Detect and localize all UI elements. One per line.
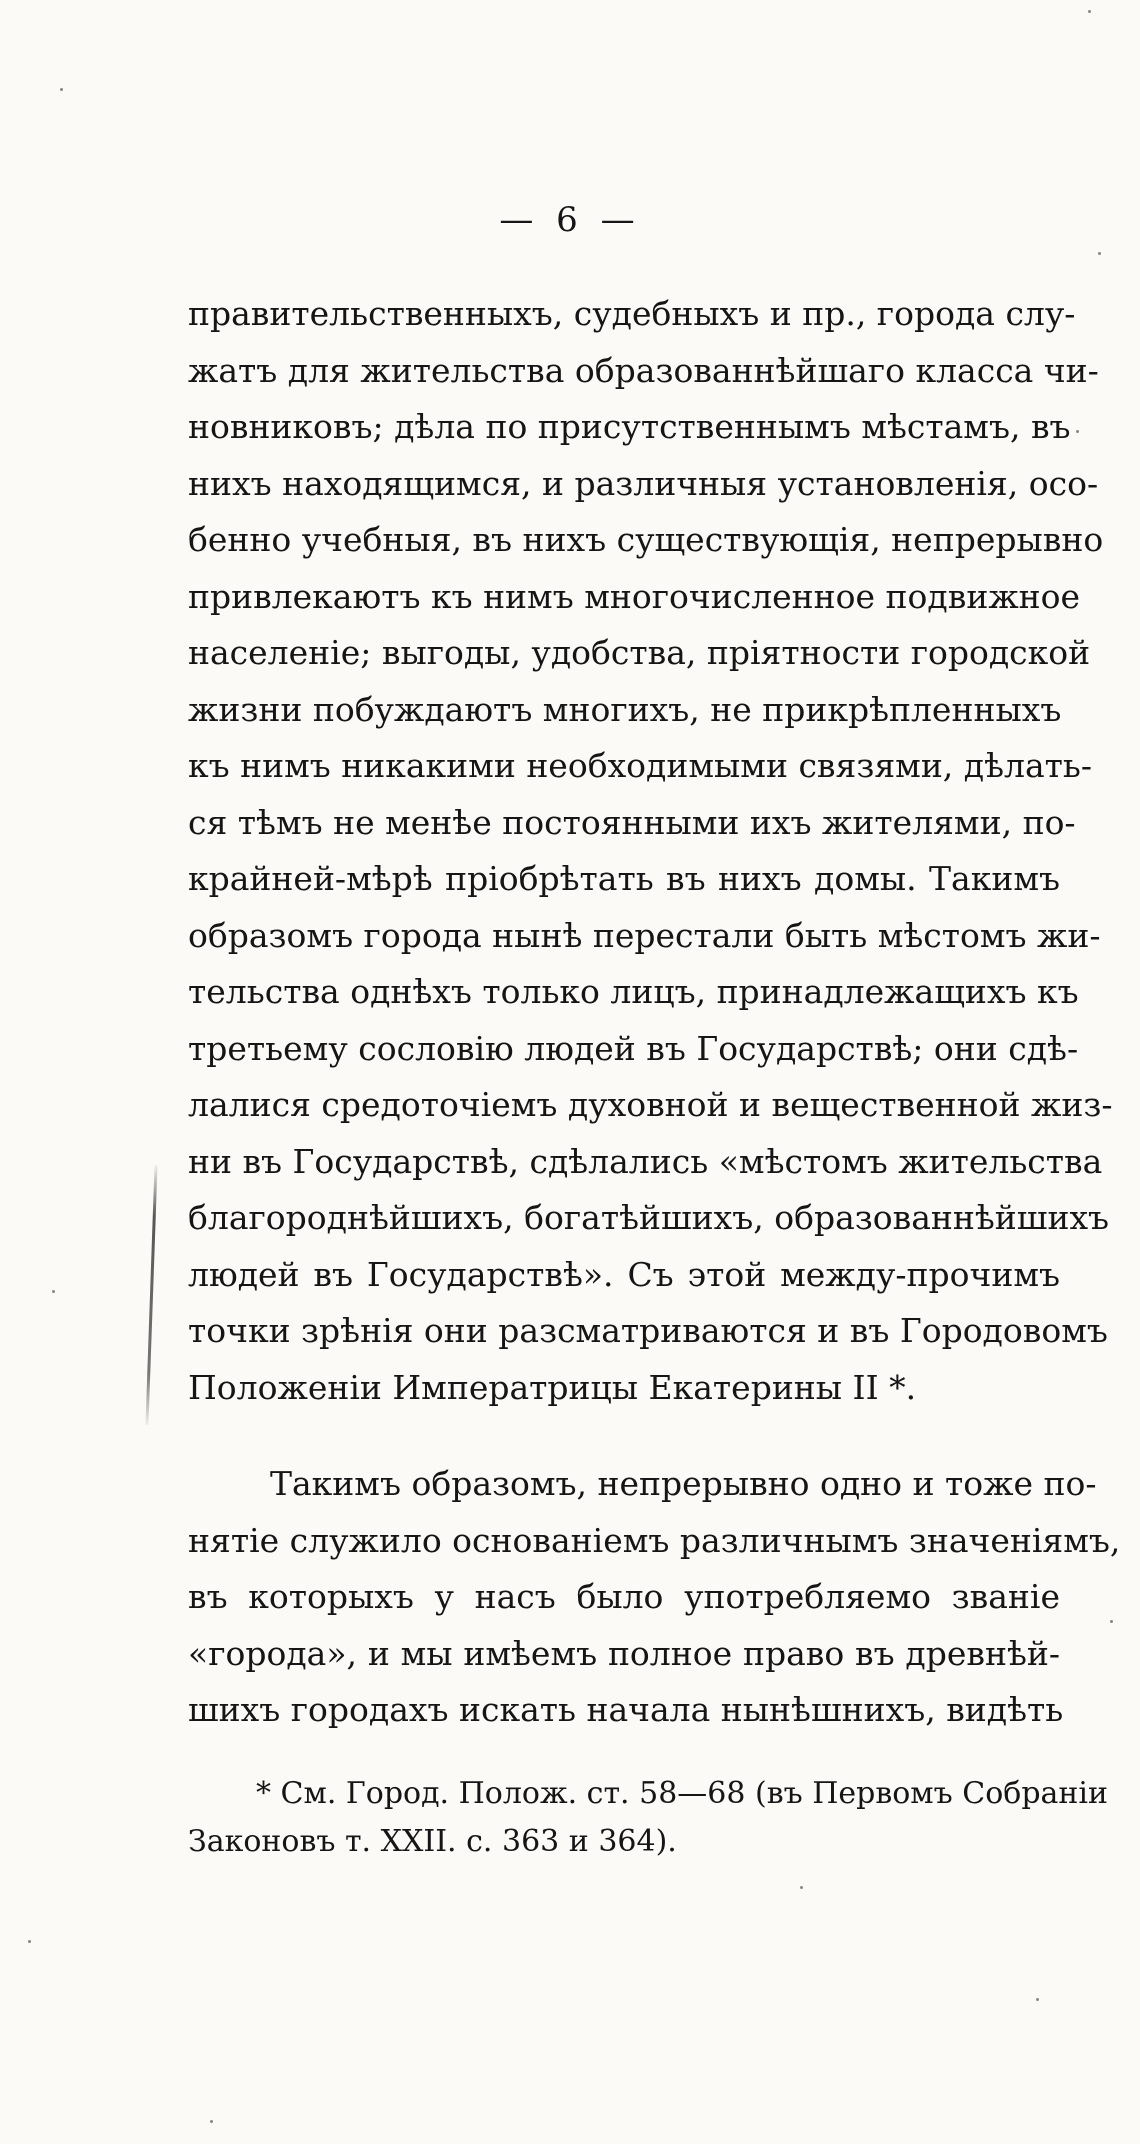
paper-speck bbox=[1110, 1620, 1113, 1623]
text-line: благороднѣйшихъ, богатѣйшихъ, образованнѣйшихъ bbox=[188, 1198, 1110, 1237]
text-line: тельства однѣхъ только лицъ, принадлежащихъ къ bbox=[188, 972, 1079, 1011]
text-line: лалися средоточіемъ духовной и вещественной жиз- bbox=[188, 1085, 1113, 1124]
paper-speck bbox=[52, 1290, 55, 1293]
text-line: третьему сословію людей въ Государствѣ; они сдѣ- bbox=[188, 1028, 1079, 1068]
text-line: населеніе; выгоды, удобства, пріятности городской bbox=[188, 633, 1091, 672]
text-line: нятіе служило основаніемъ различнымъ значеніямъ, bbox=[188, 1520, 1121, 1560]
paper-speck bbox=[1088, 10, 1091, 13]
text-line: Положеніи Императрицы Екатерины II *. bbox=[188, 1367, 917, 1407]
text-line: привлекаютъ къ нимъ многочисленное подвижное bbox=[188, 576, 1081, 616]
text-line: «города», и мы имѣемъ полное право въ древнѣй- bbox=[188, 1633, 1060, 1673]
text-line: ся тѣмъ не менѣе постоянными ихъ жителями, по- bbox=[188, 802, 1076, 842]
text-line: людей въ Государствѣ». Съ этой между-прочимъ bbox=[188, 1254, 1060, 1294]
text-line: жатъ для жительства образованнѣйшаго класса чи- bbox=[188, 350, 1099, 390]
paper-speck bbox=[210, 2120, 213, 2123]
text-line: бенно учебныя, въ нихъ существующія, непрерывно bbox=[188, 520, 1104, 559]
text-line: образомъ города нынѣ перестали быть мѣстомъ жи- bbox=[188, 915, 1101, 955]
margin-pencil-mark bbox=[145, 1165, 157, 1425]
text-line: ни въ Государствѣ, сдѣлались «мѣстомъ жительства bbox=[188, 1141, 1103, 1181]
text-line: крайней-мѣрѣ пріобрѣтать въ нихъ домы. Такимъ bbox=[188, 859, 1060, 898]
paper-speck bbox=[1076, 430, 1079, 433]
text-line: нихъ находящимся, и различныя установленія, осо- bbox=[188, 463, 1099, 503]
text-line: точки зрѣнія они разсматриваются и въ Городовомъ bbox=[188, 1311, 1108, 1350]
footnote bbox=[188, 1770, 1108, 1866]
text-line: Такимъ образомъ, непрерывно одно и тоже по- bbox=[270, 1464, 1097, 1503]
text-line: новниковъ; дѣла по присутственнымъ мѣстамъ, въ bbox=[188, 407, 1071, 446]
text-line: въ которыхъ у насъ было употребляемо званіе bbox=[188, 1577, 1060, 1616]
paper-speck bbox=[1036, 1998, 1039, 2001]
paper-speck bbox=[60, 88, 63, 91]
text-line: шихъ городахъ искать начала нынѣшнихъ, видѣть bbox=[188, 1690, 1064, 1729]
text-line: жизни побуждаютъ многихъ, не прикрѣпленныхъ bbox=[188, 689, 1062, 729]
paper-speck bbox=[28, 1940, 31, 1943]
paragraph-2 bbox=[188, 1456, 1121, 1739]
paper-speck bbox=[1098, 252, 1101, 255]
footnote-line: * См. Город. Полож. ст. 58—68 (въ Первомъ Собраніи bbox=[256, 1776, 1108, 1811]
paragraph-1 bbox=[188, 286, 1113, 1416]
text-line: правительственныхъ, судебныхъ и пр., города слу- bbox=[188, 294, 1076, 333]
paper-speck bbox=[800, 1886, 803, 1889]
text-line: къ нимъ никакими необходимыми связями, дѣлать- bbox=[188, 746, 1093, 785]
footnote-line: Законовъ т. XXII. с. 363 и 364). bbox=[188, 1824, 677, 1859]
page-number: — 6 — bbox=[499, 200, 641, 240]
